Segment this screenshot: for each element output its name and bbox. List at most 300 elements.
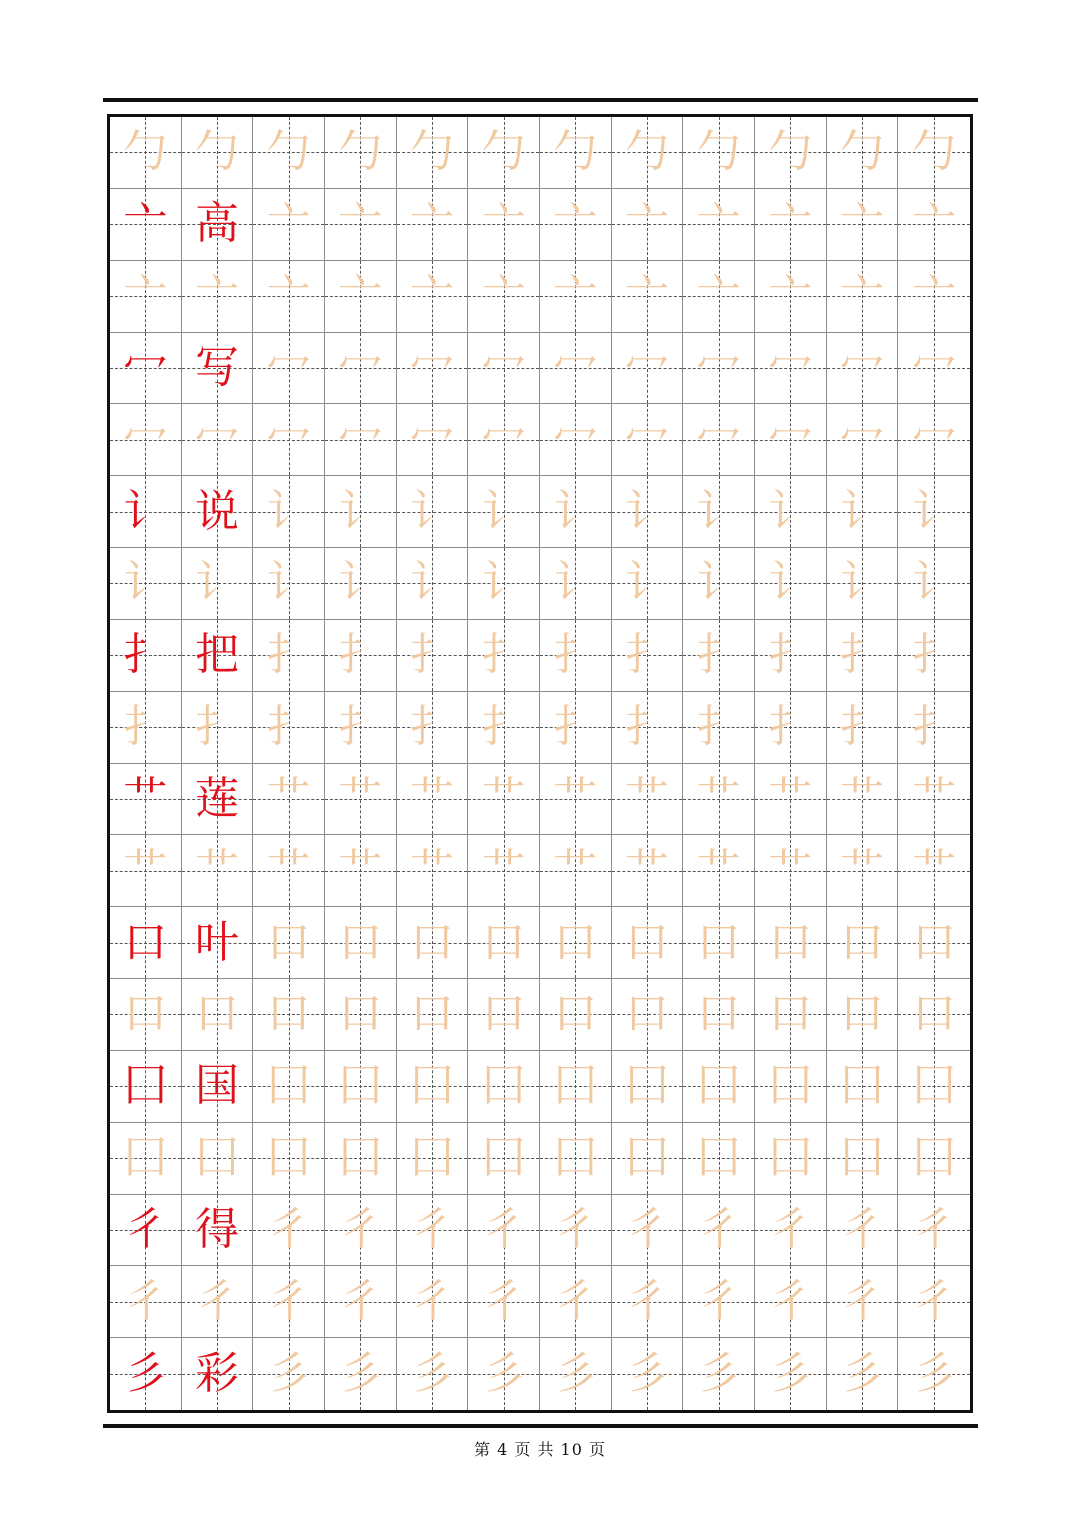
- trace-character: 勹: [768, 126, 813, 178]
- trace-character: 讠: [768, 557, 813, 609]
- trace-character: 口: [409, 916, 454, 968]
- trace-character: 讠: [696, 557, 741, 609]
- trace-character: 扌: [624, 629, 669, 681]
- grid-cell: [540, 692, 612, 764]
- grid-cell: [683, 907, 755, 979]
- model-radical: 讠: [123, 485, 168, 537]
- grid-cell: [755, 1266, 827, 1338]
- grid-cell: [325, 404, 397, 476]
- grid-cell: [540, 189, 612, 261]
- trace-character: 囗: [266, 1060, 311, 1112]
- trace-character: 勹: [839, 126, 884, 178]
- page-footer: 第 4 页 共 10 页: [474, 1440, 606, 1459]
- grid-cell: [827, 835, 899, 907]
- grid-cell: [612, 476, 684, 548]
- grid-cell: [325, 476, 397, 548]
- grid-cell: [898, 404, 970, 476]
- grid-cell: [182, 333, 254, 405]
- grid-cell: [683, 476, 755, 548]
- trace-character: 冖: [624, 341, 669, 393]
- trace-character: 口: [768, 916, 813, 968]
- trace-character: 艹: [768, 772, 813, 824]
- trace-character: 彳: [768, 1203, 813, 1255]
- trace-character: 扌: [266, 701, 311, 753]
- trace-character: 彳: [553, 1275, 598, 1327]
- grid-cell: [540, 1338, 612, 1410]
- grid-cell: [325, 979, 397, 1051]
- trace-character: 彡: [912, 1348, 957, 1400]
- grid-cell: [612, 189, 684, 261]
- trace-character: 艹: [266, 772, 311, 824]
- grid-cell: [755, 835, 827, 907]
- grid-cell: [755, 907, 827, 979]
- grid-cell: [110, 117, 182, 189]
- grid-cell: [683, 1266, 755, 1338]
- grid-cell: [827, 333, 899, 405]
- trace-character: 彡: [696, 1348, 741, 1400]
- grid-cell: [110, 404, 182, 476]
- grid-cell: [325, 835, 397, 907]
- trace-character: 亠: [481, 270, 526, 322]
- grid-cell: [827, 1123, 899, 1195]
- trace-character: 冖: [266, 413, 311, 465]
- grid-cell: [898, 117, 970, 189]
- grid-cell: [683, 189, 755, 261]
- grid-cell: [898, 1266, 970, 1338]
- grid-cell: [253, 979, 325, 1051]
- grid-cell: [827, 261, 899, 333]
- grid-cell: [253, 835, 325, 907]
- tian-grid: [110, 117, 970, 1410]
- grid-cell: [540, 979, 612, 1051]
- model-radical: 囗: [123, 1060, 168, 1112]
- grid-cell: [755, 1338, 827, 1410]
- trace-character: 囗: [912, 1060, 957, 1112]
- grid-cell: [325, 117, 397, 189]
- trace-character: 亠: [839, 198, 884, 250]
- trace-character: 艹: [266, 844, 311, 896]
- example-character: 国: [194, 1060, 239, 1112]
- grid-cell: [683, 1195, 755, 1267]
- grid-cell: [827, 907, 899, 979]
- example-character: 莲: [194, 772, 239, 824]
- trace-character: 彳: [338, 1275, 383, 1327]
- grid-cell: [397, 979, 469, 1051]
- grid-cell: [612, 907, 684, 979]
- grid-cell: [898, 548, 970, 620]
- trace-character: 彳: [266, 1203, 311, 1255]
- example-character: 叶: [194, 916, 239, 968]
- trace-character: 扌: [696, 629, 741, 681]
- trace-character: 艹: [624, 772, 669, 824]
- trace-character: 口: [266, 988, 311, 1040]
- trace-character: 讠: [553, 485, 598, 537]
- trace-character: 囗: [338, 1060, 383, 1112]
- trace-character: 勹: [266, 126, 311, 178]
- grid-cell: [540, 261, 612, 333]
- grid-cell: [468, 1338, 540, 1410]
- trace-character: 亠: [409, 198, 454, 250]
- trace-character: 扌: [338, 701, 383, 753]
- trace-character: 艹: [481, 844, 526, 896]
- trace-character: 讠: [266, 485, 311, 537]
- grid-cell: [540, 548, 612, 620]
- grid-cell: [325, 261, 397, 333]
- grid-cell: [898, 1123, 970, 1195]
- grid-cell: [110, 979, 182, 1051]
- grid-cell: [182, 1195, 254, 1267]
- grid-cell: [612, 1338, 684, 1410]
- trace-character: 扌: [266, 629, 311, 681]
- trace-character: 冖: [338, 341, 383, 393]
- grid-cell: [898, 764, 970, 836]
- grid-cell: [253, 117, 325, 189]
- grid-cell: [253, 333, 325, 405]
- grid-cell: [110, 620, 182, 692]
- grid-cell: [110, 333, 182, 405]
- grid-cell: [683, 764, 755, 836]
- grid-cell: [468, 261, 540, 333]
- grid-cell: [612, 620, 684, 692]
- trace-character: 冖: [768, 341, 813, 393]
- trace-character: 讠: [123, 557, 168, 609]
- grid-cell: [182, 979, 254, 1051]
- grid-cell: [898, 476, 970, 548]
- trace-character: 讠: [409, 557, 454, 609]
- trace-character: 亠: [912, 270, 957, 322]
- grid-cell: [397, 692, 469, 764]
- grid-cell: [253, 476, 325, 548]
- trace-character: 勹: [696, 126, 741, 178]
- trace-character: 囗: [481, 1132, 526, 1184]
- grid-cell: [540, 117, 612, 189]
- model-radical: 彡: [123, 1348, 168, 1400]
- trace-character: 冖: [696, 413, 741, 465]
- trace-character: 艹: [912, 844, 957, 896]
- trace-character: 口: [481, 988, 526, 1040]
- grid-cell: [468, 1051, 540, 1123]
- top-rule: [103, 98, 978, 102]
- grid-cell: [683, 692, 755, 764]
- trace-character: 彳: [409, 1275, 454, 1327]
- grid-cell: [755, 764, 827, 836]
- trace-character: 讠: [194, 557, 239, 609]
- grid-cell: [683, 333, 755, 405]
- trace-character: 扌: [839, 629, 884, 681]
- trace-character: 扌: [481, 629, 526, 681]
- grid-cell: [540, 1195, 612, 1267]
- trace-character: 彡: [409, 1348, 454, 1400]
- trace-character: 亠: [839, 270, 884, 322]
- grid-cell: [683, 548, 755, 620]
- trace-character: 扌: [696, 701, 741, 753]
- example-character: 得: [194, 1203, 239, 1255]
- grid-cell: [898, 835, 970, 907]
- trace-character: 囗: [266, 1132, 311, 1184]
- trace-character: 艹: [768, 844, 813, 896]
- trace-character: 彡: [266, 1348, 311, 1400]
- grid-cell: [755, 620, 827, 692]
- grid-cell: [827, 1338, 899, 1410]
- grid-cell: [898, 261, 970, 333]
- grid-cell: [253, 1338, 325, 1410]
- trace-character: 口: [624, 916, 669, 968]
- trace-character: 冖: [266, 341, 311, 393]
- grid-cell: [612, 835, 684, 907]
- grid-cell: [397, 333, 469, 405]
- grid-cell: [468, 620, 540, 692]
- grid-cell: [182, 764, 254, 836]
- trace-character: 口: [696, 988, 741, 1040]
- grid-cell: [397, 1338, 469, 1410]
- grid-cell: [110, 1338, 182, 1410]
- grid-cell: [182, 835, 254, 907]
- grid-cell: [898, 692, 970, 764]
- trace-character: 口: [123, 988, 168, 1040]
- trace-character: 讠: [338, 485, 383, 537]
- trace-character: 囗: [553, 1132, 598, 1184]
- grid-cell: [898, 979, 970, 1051]
- trace-character: 讠: [338, 557, 383, 609]
- trace-character: 冖: [481, 341, 526, 393]
- trace-character: 艹: [194, 844, 239, 896]
- trace-character: 冖: [409, 413, 454, 465]
- grid-cell: [110, 1195, 182, 1267]
- grid-cell: [683, 835, 755, 907]
- grid-cell: [468, 548, 540, 620]
- grid-cell: [612, 404, 684, 476]
- trace-character: 冖: [624, 413, 669, 465]
- grid-cell: [182, 189, 254, 261]
- grid-cell: [612, 117, 684, 189]
- grid-cell: [325, 692, 397, 764]
- grid-cell: [397, 907, 469, 979]
- grid-cell: [397, 764, 469, 836]
- grid-cell: [253, 1051, 325, 1123]
- bottom-rule: [103, 1424, 978, 1428]
- grid-cell: [182, 261, 254, 333]
- trace-character: 冖: [123, 413, 168, 465]
- trace-character: 亠: [553, 198, 598, 250]
- grid-cell: [325, 1338, 397, 1410]
- trace-character: 囗: [194, 1132, 239, 1184]
- grid-cell: [468, 692, 540, 764]
- grid-cell: [898, 907, 970, 979]
- grid-cell: [325, 1266, 397, 1338]
- trace-character: 扌: [338, 629, 383, 681]
- grid-cell: [397, 1051, 469, 1123]
- grid-cell: [612, 1266, 684, 1338]
- grid-cell: [755, 1051, 827, 1123]
- grid-cell: [253, 620, 325, 692]
- trace-character: 扌: [553, 701, 598, 753]
- example-character: 彩: [194, 1348, 239, 1400]
- grid-cell: [182, 620, 254, 692]
- trace-character: 彡: [624, 1348, 669, 1400]
- grid-cell: [827, 764, 899, 836]
- trace-character: 讠: [624, 557, 669, 609]
- trace-character: 艹: [696, 844, 741, 896]
- trace-character: 彡: [481, 1348, 526, 1400]
- trace-character: 彳: [912, 1203, 957, 1255]
- grid-cell: [898, 1338, 970, 1410]
- grid-cell: [468, 1123, 540, 1195]
- trace-character: 口: [696, 916, 741, 968]
- trace-character: 艹: [624, 844, 669, 896]
- grid-cell: [110, 1051, 182, 1123]
- trace-character: 艹: [409, 772, 454, 824]
- grid-cell: [110, 1266, 182, 1338]
- trace-character: 彡: [553, 1348, 598, 1400]
- grid-cell: [325, 764, 397, 836]
- grid-cell: [468, 907, 540, 979]
- trace-character: 口: [624, 988, 669, 1040]
- model-radical: 冖: [123, 341, 168, 393]
- grid-cell: [468, 404, 540, 476]
- trace-character: 艹: [553, 844, 598, 896]
- grid-cell: [755, 692, 827, 764]
- grid-cell: [182, 117, 254, 189]
- practice-sheet: [107, 114, 973, 1413]
- trace-character: 彳: [123, 1275, 168, 1327]
- grid-cell: [182, 1123, 254, 1195]
- trace-character: 囗: [409, 1132, 454, 1184]
- trace-character: 讠: [912, 557, 957, 609]
- grid-cell: [827, 117, 899, 189]
- trace-character: 囗: [768, 1132, 813, 1184]
- grid-cell: [612, 333, 684, 405]
- trace-character: 艹: [696, 772, 741, 824]
- trace-character: 彳: [839, 1275, 884, 1327]
- grid-cell: [612, 1195, 684, 1267]
- trace-character: 冖: [553, 413, 598, 465]
- grid-cell: [110, 261, 182, 333]
- grid-cell: [397, 1266, 469, 1338]
- grid-cell: [827, 979, 899, 1051]
- trace-character: 扌: [912, 629, 957, 681]
- trace-character: 囗: [553, 1060, 598, 1112]
- trace-character: 冖: [696, 341, 741, 393]
- trace-character: 艹: [409, 844, 454, 896]
- grid-cell: [325, 333, 397, 405]
- trace-character: 勹: [338, 126, 383, 178]
- trace-character: 艹: [553, 772, 598, 824]
- grid-cell: [253, 189, 325, 261]
- trace-character: 彳: [338, 1203, 383, 1255]
- trace-character: 亠: [624, 270, 669, 322]
- trace-character: 囗: [696, 1132, 741, 1184]
- grid-cell: [253, 1266, 325, 1338]
- trace-character: 艹: [912, 772, 957, 824]
- grid-cell: [182, 476, 254, 548]
- grid-cell: [612, 1123, 684, 1195]
- example-character: 写: [194, 341, 239, 393]
- trace-character: 讠: [912, 485, 957, 537]
- grid-cell: [325, 1195, 397, 1267]
- grid-cell: [110, 692, 182, 764]
- grid-cell: [827, 476, 899, 548]
- trace-character: 口: [768, 988, 813, 1040]
- grid-cell: [898, 333, 970, 405]
- trace-character: 艹: [839, 844, 884, 896]
- trace-character: 冖: [481, 413, 526, 465]
- trace-character: 口: [266, 916, 311, 968]
- model-radical: 亠: [123, 198, 168, 250]
- trace-character: 彳: [696, 1203, 741, 1255]
- grid-cell: [540, 764, 612, 836]
- trace-character: 囗: [624, 1060, 669, 1112]
- trace-character: 勹: [912, 126, 957, 178]
- trace-character: 冖: [553, 341, 598, 393]
- grid-cell: [683, 1123, 755, 1195]
- grid-cell: [182, 1338, 254, 1410]
- trace-character: 亠: [338, 270, 383, 322]
- grid-cell: [540, 476, 612, 548]
- trace-character: 彳: [481, 1203, 526, 1255]
- trace-character: 扌: [123, 701, 168, 753]
- trace-character: 亠: [768, 198, 813, 250]
- grid-cell: [110, 1123, 182, 1195]
- trace-character: 亠: [338, 198, 383, 250]
- trace-character: 冖: [194, 413, 239, 465]
- trace-character: 冖: [839, 341, 884, 393]
- grid-cell: [253, 692, 325, 764]
- trace-character: 彳: [553, 1203, 598, 1255]
- trace-character: 囗: [338, 1132, 383, 1184]
- trace-character: 亠: [553, 270, 598, 322]
- grid-cell: [827, 692, 899, 764]
- trace-character: 扌: [768, 701, 813, 753]
- grid-cell: [612, 764, 684, 836]
- grid-cell: [325, 907, 397, 979]
- grid-cell: [468, 764, 540, 836]
- trace-character: 讠: [768, 485, 813, 537]
- grid-cell: [540, 907, 612, 979]
- grid-cell: [898, 620, 970, 692]
- trace-character: 冖: [768, 413, 813, 465]
- trace-character: 扌: [912, 701, 957, 753]
- grid-cell: [755, 117, 827, 189]
- grid-cell: [468, 835, 540, 907]
- model-radical: 口: [123, 916, 168, 968]
- grid-cell: [898, 1051, 970, 1123]
- trace-character: 勹: [409, 126, 454, 178]
- trace-character: 彳: [194, 1275, 239, 1327]
- grid-cell: [253, 1123, 325, 1195]
- grid-cell: [468, 117, 540, 189]
- grid-cell: [468, 333, 540, 405]
- trace-character: 扌: [409, 629, 454, 681]
- grid-cell: [540, 333, 612, 405]
- trace-character: 彳: [768, 1275, 813, 1327]
- grid-cell: [110, 835, 182, 907]
- trace-character: 讠: [624, 485, 669, 537]
- trace-character: 囗: [768, 1060, 813, 1112]
- trace-character: 冖: [409, 341, 454, 393]
- grid-cell: [253, 548, 325, 620]
- grid-cell: [683, 117, 755, 189]
- trace-character: 扌: [624, 701, 669, 753]
- trace-character: 彳: [266, 1275, 311, 1327]
- trace-character: 勹: [123, 126, 168, 178]
- grid-cell: [110, 548, 182, 620]
- grid-cell: [397, 261, 469, 333]
- grid-cell: [397, 548, 469, 620]
- model-radical: 扌: [123, 629, 168, 681]
- grid-cell: [182, 1051, 254, 1123]
- grid-cell: [182, 692, 254, 764]
- grid-cell: [612, 1051, 684, 1123]
